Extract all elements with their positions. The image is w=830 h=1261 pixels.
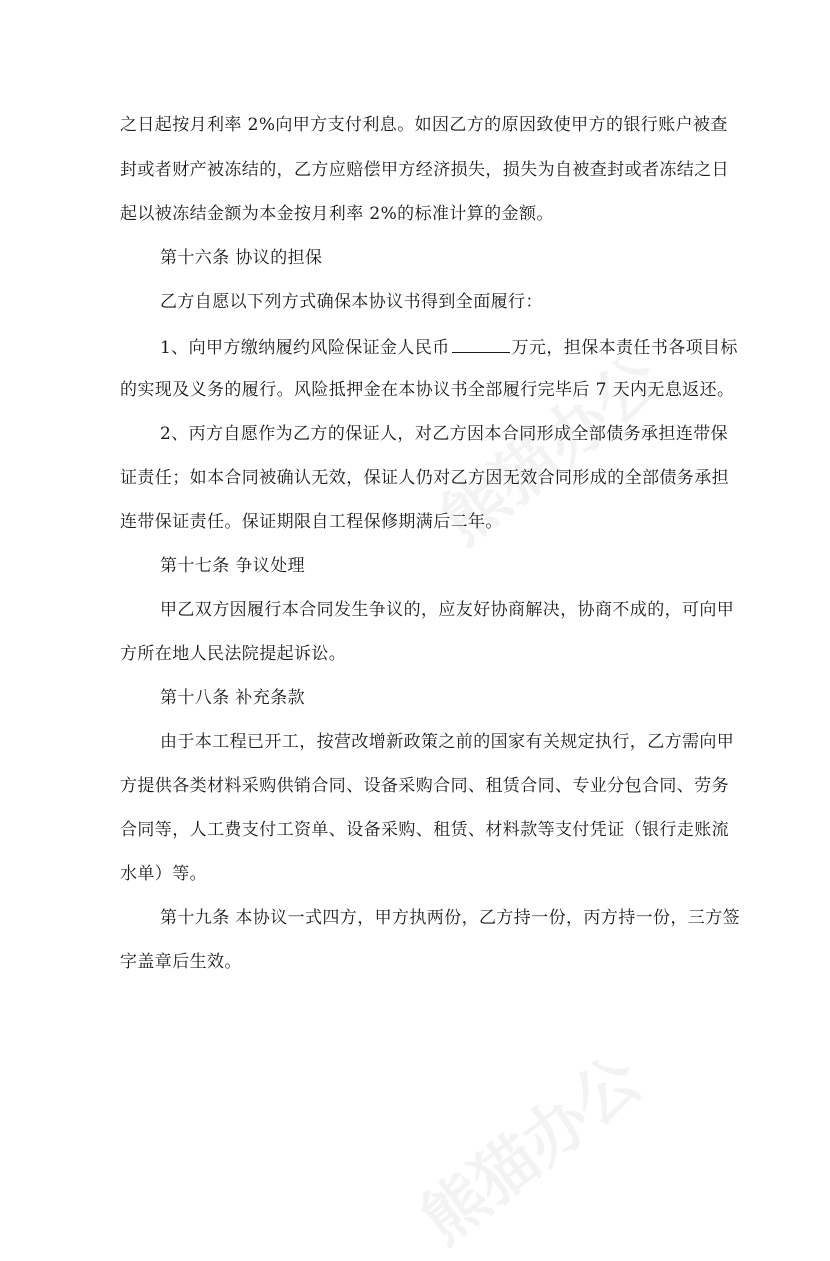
paragraph-line-with-blank [160,334,738,360]
paragraph-line: 的实现及义务的履行。风险抵押金在本协议书全部履行完毕后 7 天内无息返还。 [120,380,735,400]
fill-in-blank [452,334,510,353]
paragraph-line: 封或者财产被冻结的，乙方应赔偿甲方经济损失，损失为自被查封或者冻结之日 [120,160,729,180]
paragraph-line: 证责任；如本合同被确认无效，保证人仍对乙方因无效合同形成的全部债务承担 [120,468,729,488]
section-heading: 第十六条 协议的担保 [160,248,323,268]
paragraph-line: 方所在地人民法院提起诉讼。 [120,644,347,664]
paragraph-line: 甲乙双方因履行本合同发生争议的，应友好协商解决，协商不成的，可向甲 [160,600,735,620]
paragraph-line: 水单）等。 [120,864,207,884]
paragraph-line: 第十九条 本协议一式四方，甲方执两份，乙方持一份，丙方持一份，三方签 [160,908,741,928]
paragraph-line: 2、丙方自愿作为乙方的保证人，对乙方因本合同形成全部债务承担连带保 [160,424,729,444]
section-heading: 第十七条 争议处理 [160,556,306,576]
paragraph-text: 1、向甲方缴纳履约风险保证金人民币 [160,338,450,358]
paragraph-line: 连带保证责任。保证期限自工程保修期满后二年。 [120,512,503,532]
paragraph-line: 由于本工程已开工，按营改增新政策之前的国家有关规定执行，乙方需向甲 [160,732,735,752]
paragraph-text: 万元，担保本责任书各项目标 [511,338,738,358]
section-heading: 第十八条 补充条款 [160,688,306,708]
watermark-bottom [399,1031,657,1261]
paragraph-line: 之日起按月利率 2%向甲方支付利息。如因乙方的原因致使甲方的银行账户被查 [120,115,728,135]
paragraph-line: 方提供各类材料采购供销合同、设备采购合同、租赁合同、专业分包合同、劳务 [120,776,729,796]
paragraph-line: 字盖章后生效。 [120,952,242,972]
paragraph-line: 合同等，人工费支付工资单、设备采购、租赁、材料款等支付凭证（银行走账流 [120,820,729,840]
paragraph-line: 起以被冻结金额为本金按月利率 2%的标准计算的金额。 [120,204,554,224]
paragraph-line: 乙方自愿以下列方式确保本协议书得到全面履行： [160,292,543,312]
